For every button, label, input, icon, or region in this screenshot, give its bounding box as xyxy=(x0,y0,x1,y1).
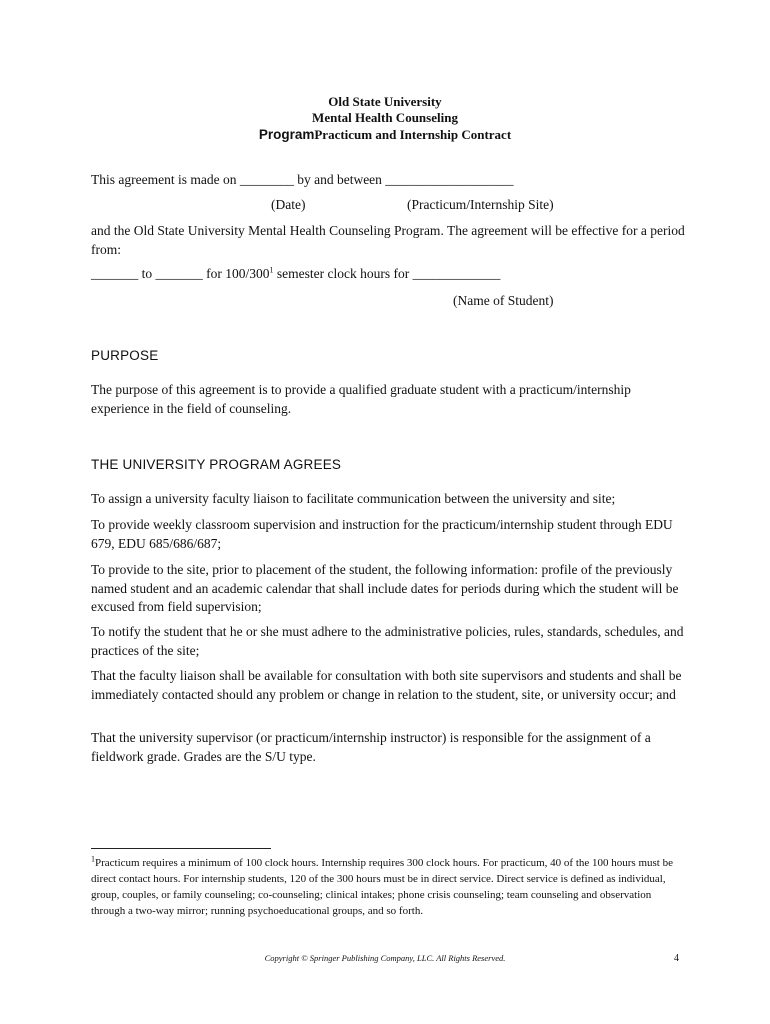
agreement-paragraph: and the Old State University Mental Health Counseling Program. The agreement will be effective for a period from: xyxy=(91,223,685,257)
purpose-text: The purpose of this agreement is to provide a qualified graduate student with a practicum/internship experience in the field of counseling. xyxy=(91,382,631,416)
student-label: (Name of Student) xyxy=(453,293,554,308)
hours-line xyxy=(91,265,500,283)
contract-title xyxy=(0,127,770,143)
program-name: Mental Health Counseling xyxy=(312,110,458,125)
footnote-ref: 1 xyxy=(269,265,274,275)
copyright-notice: Copyright © Springer Publishing Company, LLC. All Rights Reserved. xyxy=(264,953,506,963)
agreement-line: This agreement is made on ________ by and between ___________________ xyxy=(91,172,514,187)
agreement-item: To provide weekly classroom supervision and instruction for the practicum/internship student through EDU 679, EDU 685/686/687; xyxy=(91,517,673,551)
page-number: 4 xyxy=(674,953,679,964)
footnote-divider xyxy=(91,848,271,849)
agreement-item: To notify the student that he or she must adhere to the administrative policies, rules, standards, schedules, and practices of the site; xyxy=(91,624,684,658)
site-label: (Practicum/Internship Site) xyxy=(407,197,554,212)
footnote-mark: 1 xyxy=(91,854,95,864)
university-heading: THE UNIVERSITY PROGRAM AGREES xyxy=(91,457,342,472)
hours-line-end: semester clock hours for _____________ xyxy=(273,266,501,281)
contract-title-prefix: Program xyxy=(258,127,315,142)
agreement-item: That the faculty liaison shall be available for consultation with both site supervisors and students and shall be immediately contacted should any problem or change in relation to the student, site, or university occur; and xyxy=(91,668,682,702)
purpose-heading: PURPOSE xyxy=(91,348,159,363)
contract-title-rest: Practicum and Internship Contract xyxy=(314,127,512,142)
agreement-item: That the university supervisor (or practicum/internship instructor) is responsible for the assignment of a fieldwork grade. Grades are the S/U type. xyxy=(91,730,651,764)
footnote xyxy=(91,855,681,919)
university-name: Old State University xyxy=(328,94,442,109)
agreement-item: To assign a university faculty liaison to facilitate communication between the university and site; xyxy=(91,491,616,506)
hours-line-start: _______ to _______ for 100/300 xyxy=(91,266,270,281)
footnote-text: Practicum requires a minimum of 100 clock hours. Internship requires 300 clock hours. For practicum, 40 of the 100 hours must be direct contact hours. For internship students, 120 of the 300 hours must be in direct service. Direct service is defined as individual, group, couples, or family counseling; co-counseling; clinical intakes; phone crisis counseling; team counseling and observation through a two-way mirror; running psychoeducational groups, and so forth. xyxy=(91,857,673,917)
agreement-item: To provide to the site, prior to placement of the student, the following information: profile of the previously named student and an academic calendar that shall include dates for periods during which the student will be excused from field supervision; xyxy=(91,562,679,614)
date-label: (Date) xyxy=(271,197,306,212)
